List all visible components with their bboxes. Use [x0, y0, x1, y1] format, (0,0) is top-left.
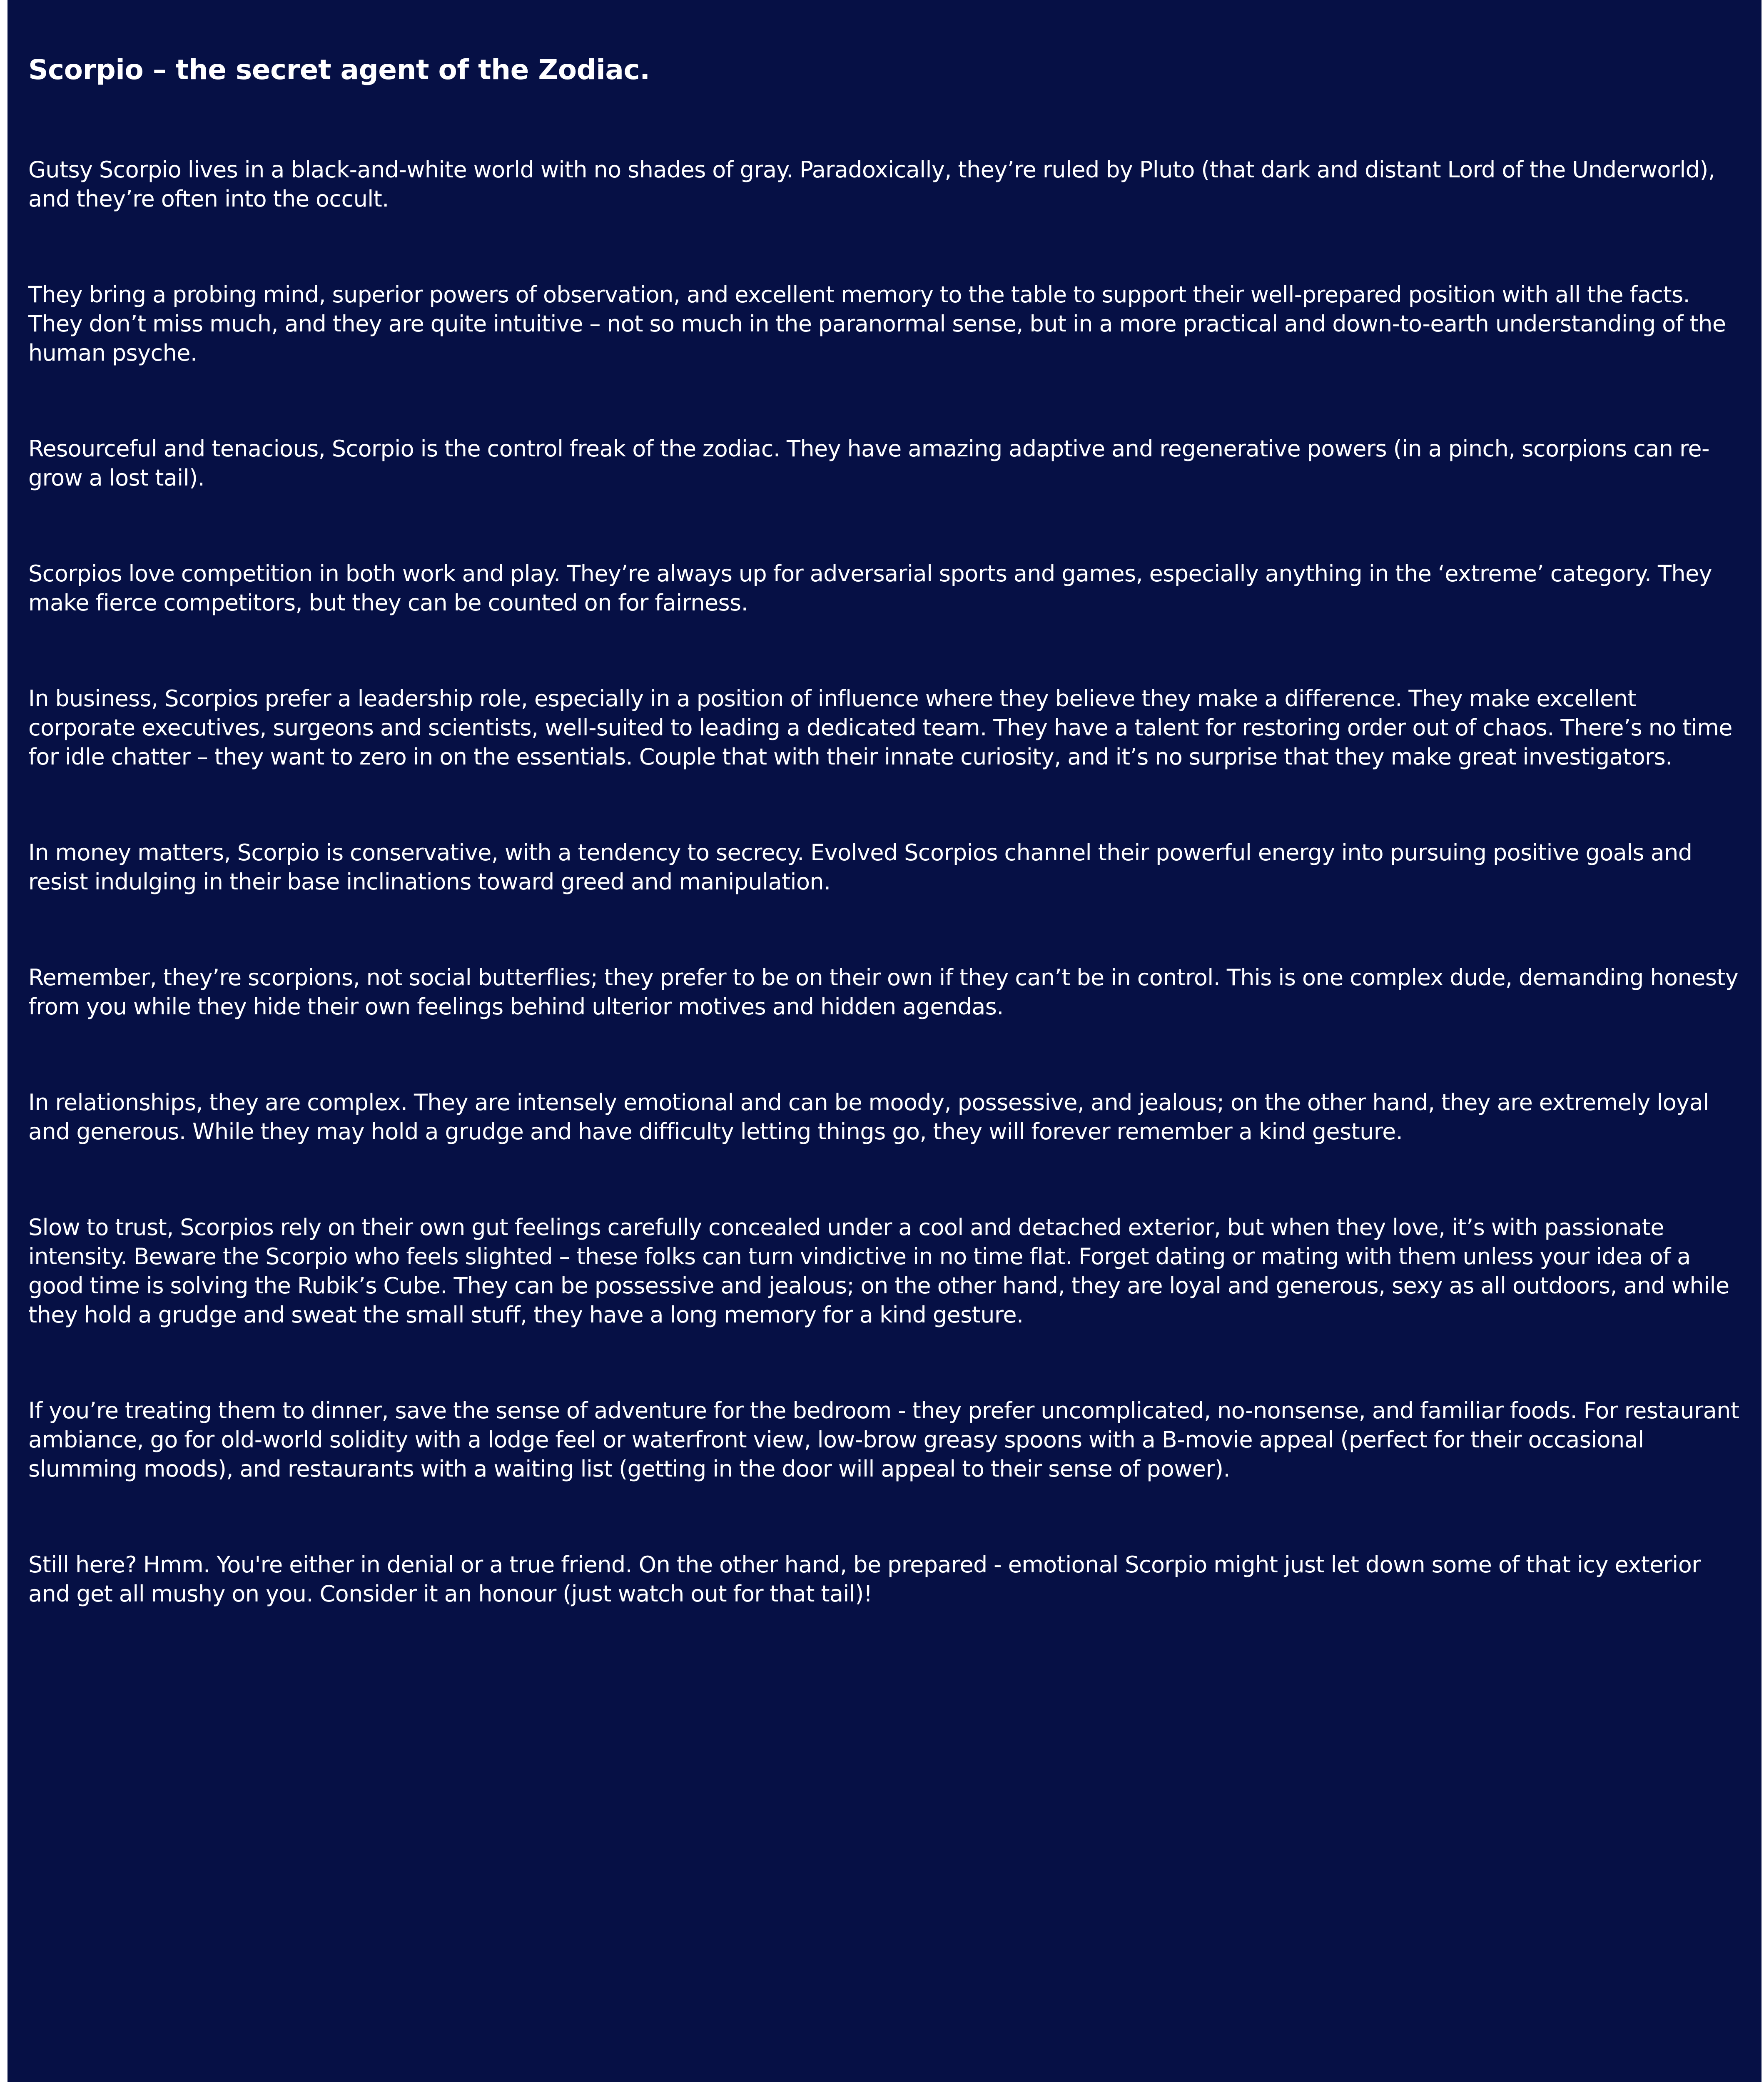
paragraph-6: In money matters, Scorpio is conservative, with a tendency to secrecy. Evolved Scorpios channel their powerful energy into pursuing positive goals and resist indulging in their base inclinations toward greed and manipulation.: [28, 839, 1692, 895]
paragraph-2: They bring a probing mind, superior powers of observation, and excellent memory to the table to support their well-prepared position with all the facts. They don’t miss much, and they are quite intuitive – not so much in the paranormal sense, but in a more practical and down-to-earth understanding of the human psyche.: [28, 281, 1726, 366]
paragraph-11: Still here? Hmm. You're either in denial or a true friend. On the other hand, be prepared - emotional Scorpio might just let down some of that icy exterior and get all mushy on you. Consider it an honour (just watch out for that tail)!: [28, 1552, 1701, 1607]
document-page: [7, 0, 1762, 2082]
paragraph-3: Resourceful and tenacious, Scorpio is the control freak of the zodiac. They have amazing adaptive and regenerative powers (in a pinch, scorpions can re-grow a lost tail).: [28, 436, 1709, 491]
paragraph-4: Scorpios love competition in both work and play. They’re always up for adversarial sports and games, especially anything in the ‘extreme’ category. They make fierce competitors, but they can be counted on for fairness.: [28, 560, 1712, 616]
paragraph-10: If you’re treating them to dinner, save the sense of adventure for the bedroom - they prefer uncomplicated, no-nonsense, and familiar foods. For restaurant ambiance, go for old-world solidity with a lodge feel or waterfront view, low-brow greasy spoons with a B-movie appeal (perfect for their occasional slumming moods), and restaurants with a waiting list (getting in the door will appeal to their sense of power).: [28, 1397, 1739, 1482]
page-title: Scorpio – the secret agent of the Zodiac.: [28, 54, 650, 86]
paragraph-1: Gutsy Scorpio lives in a black-and-white world with no shades of gray. Paradoxically, they’re ruled by Pluto (that dark and distant Lord of the Underworld), and they’re often into the occult.: [28, 157, 1715, 212]
paragraph-9: Slow to trust, Scorpios rely on their own gut feelings carefully concealed under a cool and detached exterior, but when they love, it’s with passionate intensity. Beware the Scorpio who feels slighted – these folks can turn vindictive in no time flat. Forget dating or mating with them unless your idea of a good time is solving the Rubik’s Cube. They can be possessive and jealous; on the other hand, they are loyal and generous, sexy as all outdoors, and while they hold a grudge and sweat the small stuff, they have a long memory for a kind gesture.: [28, 1214, 1729, 1328]
body-text: [28, 155, 1742, 1609]
paragraph-8: In relationships, they are complex. They are intensely emotional and can be moody, possessive, and jealous; on the other hand, they are extremely loyal and generous. While they may hold a grudge and have difficulty letting things go, they will forever remember a kind gesture.: [28, 1089, 1709, 1145]
paragraph-5: In business, Scorpios prefer a leadership role, especially in a position of influence where they believe they make a difference. They make excellent corporate executives, surgeons and scientists, well-suited to leading a dedicated team. They have a talent for restoring order out of chaos. There’s no time for idle chatter – they want to zero in on the essentials. Couple that with their innate curiosity, and it’s no surprise that they make great investigators.: [28, 685, 1732, 770]
paragraph-7: Remember, they’re scorpions, not social butterflies; they prefer to be on their own if they can’t be in control. This is one complex dude, demanding honesty from you while they hide their own feelings behind ulterior motives and hidden agendas.: [28, 964, 1739, 1020]
